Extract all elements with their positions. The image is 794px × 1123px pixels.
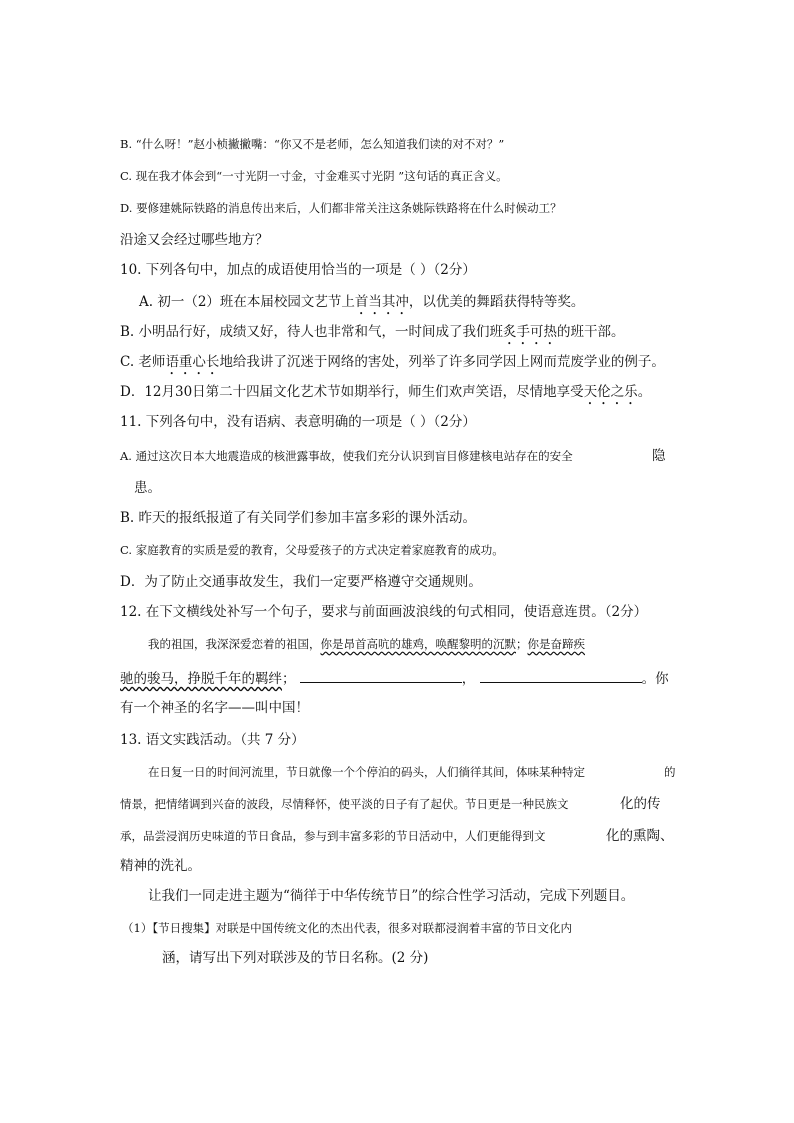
q13-passage-line1-tail: 的 (664, 765, 676, 779)
question-13: 13. 语文实践活动。（共 7 分） (120, 732, 305, 748)
q11-option-b: B. 昨天的报纸报道了有关同学们参加丰富多彩的课外活动。 (120, 510, 477, 526)
q12-text-end: 。你 (641, 671, 669, 687)
q12-comma: ， (461, 671, 476, 687)
q13-passage-line5: 让我们一同走进主题为“徜徉于中华传统节日”的综合性学习活动，完成下列题目。 (148, 888, 635, 904)
q9-option-c: C. 现在我才体会到“一寸光阴一寸金，寸金难买寸光阴 ”这句话的真正含义。 (120, 169, 508, 183)
q13-passage-line2-tail: 化的传 (620, 796, 661, 812)
q12-passage-line1 (148, 638, 585, 652)
q13-passage-line3-tail: 化的熏陶、 (606, 828, 674, 844)
q10-option-c (120, 354, 665, 378)
q10c-text-end: 地给我讲了沉迷于网络的害处，列举了许多同学因上网而荒废学业的例子。 (219, 354, 665, 370)
q12-answer-blank-1[interactable] (300, 668, 462, 683)
q13-passage-line4: 精神的洗礼。 (120, 858, 201, 874)
question-12: 12. 在下文横线处补写一个句子，要求与前面画波浪线的句式相同，使语意连贯。（2分） (120, 604, 648, 620)
q10b-text: B. 小明品行好，成绩又好，待人也非常和气，一时间成了我们班 (120, 324, 504, 340)
q13-passage-line3: 承，品尝浸润历史味道的节日食品，参与到丰富多彩的节日活动中，人们更能得到文 (120, 829, 546, 843)
q10c-idiom: 语重心长 (165, 354, 220, 370)
q13-passage-line2: 情景，把情绪调到兴奋的波段，尽情释怀，使平淡的日子有了起伏。节日更是一种民族文 (120, 797, 569, 811)
q10d-text: D．12月30日第二十四届文化艺术节如期举行，师生们欢声笑语，尽情地享受 (120, 384, 584, 400)
q11-option-d: D．为了防止交通事故发生，我们一定要严格遵守交通规则。 (120, 574, 482, 590)
q10c-text: C. 老师 (120, 354, 166, 370)
q10a-text: A. 初一（2）班在本届校园文艺节上 (139, 294, 355, 310)
q10a-idiom: 首当其冲 (354, 294, 409, 310)
q10b-idiom: 炙手可热 (503, 324, 558, 340)
q12-wavy-sentence-2: 你是奋蹄疾 (527, 637, 585, 651)
question-10: 10. 下列各句中，加点的成语使用恰当的一项是（ ）（2分） (120, 262, 476, 278)
q10a-text-end: ，以优美的舞蹈获得特等奖。 (408, 294, 585, 310)
q9-option-d-continued: 沿途又会经过哪些地方？ (120, 232, 269, 248)
q13-passage-line1: 在日复一日的时间河流里，节日就像一个个停泊的码头，人们徜徉其间，体味某种特定 (148, 765, 585, 779)
q11-option-a: A. 通过这次日本大地震造成的核泄露事故，使我们充分认识到盲目修建核电站存在的安全 (120, 449, 573, 463)
q10b-text-end: 的班干部。 (557, 324, 625, 340)
q13-subquestion-1-continued: 涵，请写出下列对联涉及的节日名称。(2 分) (162, 950, 429, 966)
q13-subquestion-1: （1）【节日搜集】对联是中国传统文化的杰出代表，很多对联都浸润着丰富的节日文化内 (122, 921, 573, 935)
q12-text: 我的祖国，我深深爱恋着的祖国， (148, 637, 321, 651)
q9-option-b: B. “什么呀！”赵小桢撇撇嘴：“你又不是老师，怎么知道我们读的对不对？” (120, 137, 505, 151)
q11-option-a-continued: 患。 (134, 480, 161, 496)
q11-option-a-tail: 隐 (652, 448, 666, 464)
q10-option-d (120, 384, 651, 408)
q12-wavy-sentence-2-end: 驰的骏马，挣脱千年的羁绊 (120, 671, 282, 687)
q10d-idiom: 天伦之乐 (583, 384, 638, 400)
q10d-text-end: 。 (637, 384, 652, 400)
q12-semicolon: ； (516, 637, 528, 651)
q12-passage-line3: 有一个神圣的名字——叫中国！ (120, 700, 309, 716)
q12-semicolon-2: ； (282, 671, 296, 687)
q10-option-a (139, 294, 584, 318)
q12-wavy-sentence-1: 你是昂首高吭的雄鸡，唤醒黎明的沉默 (320, 637, 516, 651)
q12-passage-line2 (120, 668, 669, 687)
q11-option-c: C. 家庭教育的实质是爱的教育，父母爱孩子的方式决定着家庭教育的成功。 (120, 543, 504, 557)
question-11: 11. 下列各句中，没有语病、表意明确的一项是（ ）（2分） (120, 414, 476, 430)
q12-answer-blank-2[interactable] (480, 668, 642, 683)
q10-option-b (120, 324, 625, 348)
q9-option-d: D. 要修建姚际铁路的消息传出来后，人们都非常关注这条姚际铁路将在什么时候动工？ (120, 201, 562, 215)
